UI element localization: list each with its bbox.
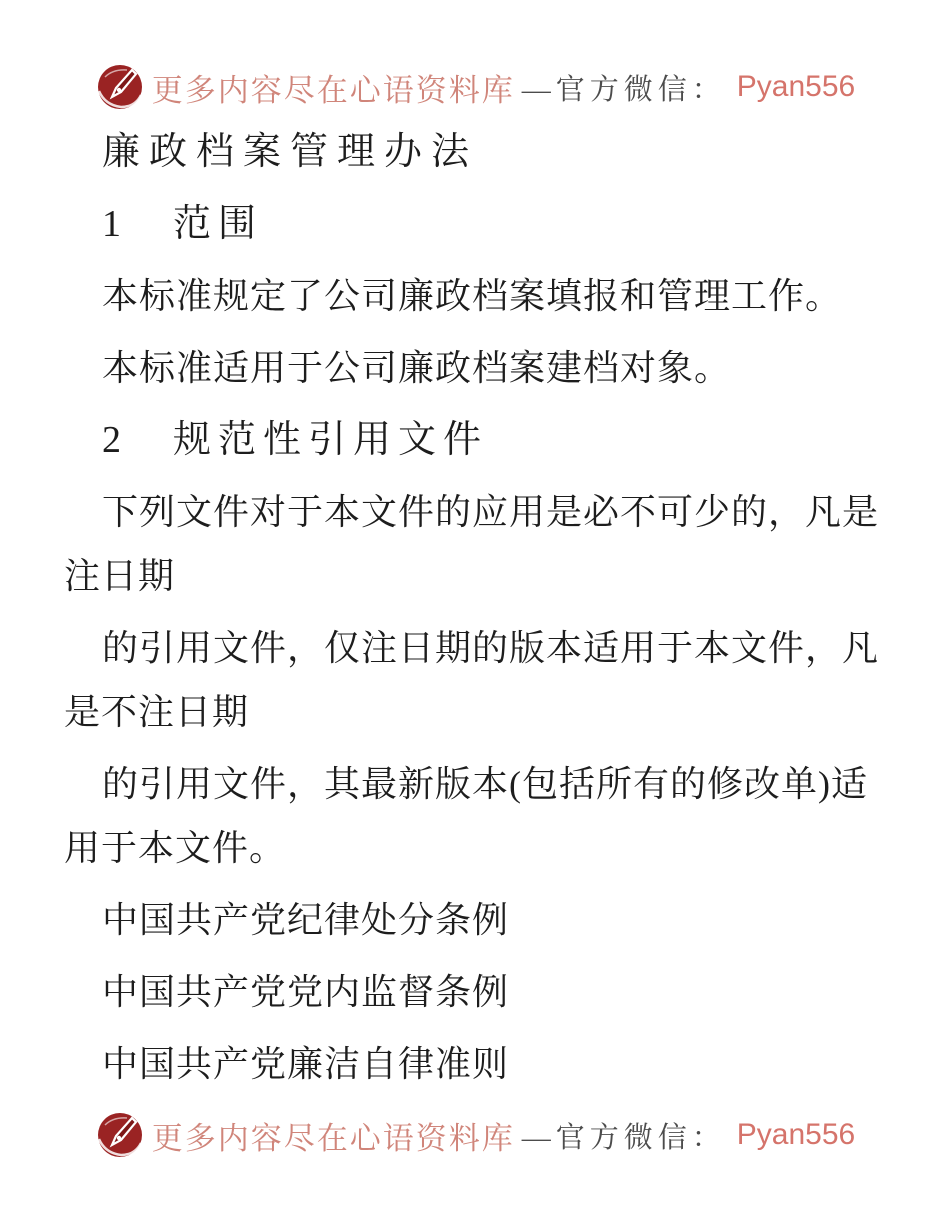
section-2-heading: 2 规范性引用文件: [102, 419, 489, 461]
section-1-heading: 1 范围: [102, 203, 264, 245]
para-scope-1: 本标准规定了公司廉政档案填报和管理工作。: [102, 276, 843, 316]
watermark-wechat-label: —官方微信：: [521, 73, 726, 106]
header-watermark: [0, 60, 950, 114]
document-content: [0, 120, 950, 1104]
watermark-brand-text: 更多内容尽在心语资料库: [151, 1120, 515, 1156]
para-refs-intro-l2: 注日期: [64, 556, 176, 596]
footer-watermark: [0, 1108, 950, 1162]
pen-nib-logo-icon: [95, 1109, 145, 1161]
para-undated-l2: 用于本文件。: [64, 828, 287, 868]
ref-item-3: 中国共产党廉洁自律准则: [102, 1044, 510, 1084]
watermark-wechat-label: —官方微信：: [521, 1121, 726, 1154]
watermark-brand-text: 更多内容尽在心语资料库: [151, 72, 515, 108]
watermark-wechat-id: Pyan556: [736, 1118, 856, 1151]
ref-item-2: 中国共产党党内监督条例: [102, 972, 510, 1012]
para-dated-l1: 的引用文件，仅注日期的版本适用于本文件，凡: [102, 628, 880, 668]
para-dated-l2: 是不注日期: [64, 692, 250, 732]
ref-item-1: 中国共产党纪律处分条例: [102, 900, 510, 940]
para-scope-2: 本标准适用于公司廉政档案建档对象。: [102, 348, 732, 388]
para-undated-l1: 的引用文件，其最新版本(包括所有的修改单)适: [102, 764, 868, 804]
doc-title: 廉政档案管理办法: [102, 131, 479, 173]
para-refs-intro-l1: 下列文件对于本文件的应用是必不可少的，凡是: [102, 492, 880, 532]
pen-nib-logo-icon: [95, 61, 145, 113]
watermark-wechat-id: Pyan556: [736, 70, 856, 103]
